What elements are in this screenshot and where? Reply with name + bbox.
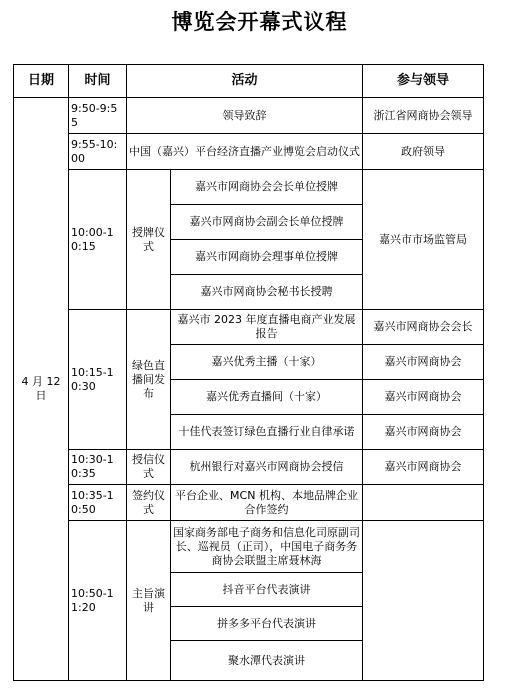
leader-cell: 嘉兴市网商协会 (363, 345, 484, 380)
table-row (14, 134, 484, 170)
table-row (14, 310, 484, 345)
activity-cell: 嘉兴市网商协会会长单位授牌 (171, 170, 363, 205)
activity-cell: 嘉兴市 2023 年度直播电商产业发展报告 (171, 310, 363, 345)
leader-cell: 政府领导 (363, 134, 484, 170)
time-cell: 9:50-9:55 (69, 98, 127, 134)
leader-cell: 嘉兴市网商协会 (363, 450, 484, 485)
leader-cell: 嘉兴市市场监管局 (363, 170, 484, 310)
header-row (14, 65, 484, 98)
activity-cell: 嘉兴市网商协会副会长单位授牌 (171, 205, 363, 240)
table-row (14, 485, 484, 521)
activity-cell: 国家商务部电子商务和信息化司原副司长、巡视员（正司），中国电子商务务商协会联盟主席聂林海 (171, 521, 363, 573)
activity-cell: 嘉兴优秀主播（十家） (171, 345, 363, 380)
category-cell (127, 310, 171, 450)
category-label: 签约仪式 (132, 488, 165, 516)
leader-cell: 嘉兴市网商协会 (363, 380, 484, 415)
page-title: 博览会开幕式议程 (171, 10, 348, 34)
header-date: 日期 (14, 65, 69, 98)
category-cell (127, 521, 171, 681)
category-cell (127, 170, 171, 310)
activity-cell: 聚水潭代表演讲 (171, 641, 363, 681)
activity-cell: 嘉兴优秀直播间（十家） (171, 380, 363, 415)
category-label: 绿色直播间发布 (132, 358, 165, 400)
category-cell (127, 450, 171, 485)
time-cell: 10:35-10:50 (69, 485, 127, 521)
leader-cell: 嘉兴市网商协会 (363, 415, 484, 450)
activity-cell: 嘉兴市网商协会理事单位授牌 (171, 240, 363, 275)
time-cell: 10:00-10:15 (69, 170, 127, 310)
time-cell: 10:50-11:20 (69, 521, 127, 681)
activity-cell: 中国（嘉兴）平台经济直播产业博览会启动仪式 (127, 134, 363, 170)
leader-cell (363, 521, 484, 681)
table-row (14, 450, 484, 485)
activity-cell: 平台企业、MCN 机构、本地品牌企业合作签约 (171, 485, 363, 521)
time-cell: 9:55-10:00 (69, 134, 127, 170)
leader-cell (363, 485, 484, 521)
activity-cell: 领导致辞 (127, 98, 363, 134)
leader-cell: 嘉兴市网商协会会长 (363, 310, 484, 345)
table-row (14, 170, 484, 205)
category-cell (127, 485, 171, 521)
header-leader: 参与领导 (363, 65, 484, 98)
time-cell: 10:15-10:30 (69, 310, 127, 450)
activity-cell: 抖音平台代表演讲 (171, 573, 363, 607)
activity-cell: 嘉兴市网商协会秘书长授聘 (171, 275, 363, 310)
category-label: 授信仪式 (132, 453, 165, 480)
agenda-table (13, 64, 484, 681)
activity-cell: 杭州银行对嘉兴市网商协会授信 (171, 450, 363, 485)
table-row (14, 521, 484, 573)
category-label: 主旨演讲 (132, 586, 165, 614)
activity-cell: 拼多多平台代表演讲 (171, 607, 363, 641)
table-row (14, 98, 484, 134)
header-time: 时间 (69, 65, 127, 98)
leader-cell: 浙江省网商协会领导 (363, 98, 484, 134)
header-activity: 活动 (127, 65, 363, 98)
time-cell: 10:30-10:35 (69, 450, 127, 485)
category-label: 授牌仪式 (132, 225, 165, 253)
date-cell: 4 月 12 日 (14, 98, 69, 681)
activity-cell: 十佳代表签订绿色直播行业自律承诺 (171, 415, 363, 450)
